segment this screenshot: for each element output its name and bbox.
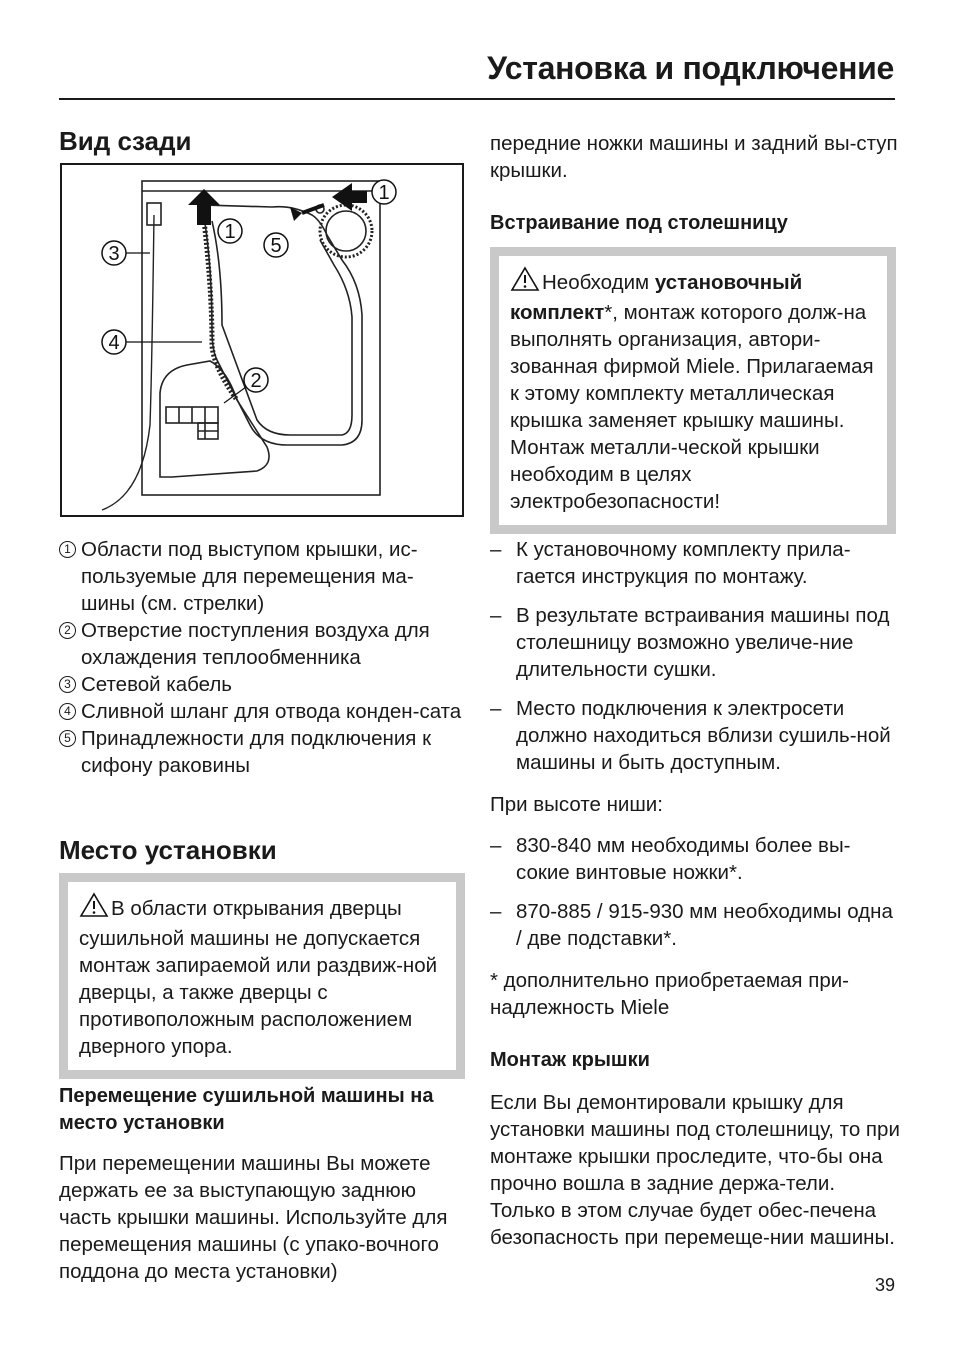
- under-counter-warning-box: [490, 247, 896, 534]
- callout-label: 2: [250, 370, 262, 392]
- legend-item-5: [59, 725, 464, 779]
- list-item: – 830-840 мм необходимы более вы-сокие винтовые ножки*.: [490, 832, 900, 886]
- arrows: [188, 183, 367, 225]
- callout-2: [244, 368, 268, 392]
- continued-text: передние ножки машины и задний вы-ступ крышки.: [490, 132, 898, 182]
- install-warning-box: [59, 873, 465, 1079]
- legend-text: Принадлежности для подключения к сифону раковины: [81, 727, 432, 777]
- legend-item-2: [59, 617, 464, 671]
- legend-number: 4: [59, 703, 76, 720]
- moving-heading: Перемещение сушильной машины на место установки: [59, 1085, 434, 1134]
- rear-view-heading: Вид сзади: [59, 126, 192, 156]
- list-item: – В результате встраивания машины под столешницу возможно увеличе-ние длительности сушки.: [490, 602, 900, 683]
- list-item-text: 830-840 мм необходимы более вы-сокие винтовые ножки*.: [516, 834, 851, 884]
- callout-1-top: [372, 180, 396, 204]
- footnote: * дополнительно приобретаемая при-надлежность Miele: [490, 969, 850, 1019]
- legend-item-1: [59, 536, 464, 617]
- install-warning-content: [68, 882, 456, 1070]
- list-item: – 870-885 / 915-930 мм необходимы одна / две подставки*.: [490, 898, 900, 952]
- up-arrow: [188, 189, 220, 225]
- warning-prefix: Необходим: [542, 271, 655, 294]
- install-place-heading: Место установки: [59, 835, 277, 865]
- niche-label: При высоте ниши:: [490, 793, 663, 816]
- callout-4: [102, 330, 126, 354]
- legend-text: Области под выступом крышки, ис-пользуемые для перемещения ма-шины (см. стрелки): [81, 538, 418, 615]
- page-title: Установка и подключение: [487, 50, 894, 86]
- rear-view-figure: [60, 163, 464, 517]
- callout-5: [264, 233, 288, 257]
- figure-legend: [59, 536, 464, 779]
- header-rule: [59, 98, 895, 100]
- list-item-text: К установочному комплекту прила-гается инструкция по монтажу.: [516, 538, 851, 588]
- list-item-text: 870-885 / 915-930 мм необходимы одна / две подставки*.: [516, 900, 893, 950]
- under-counter-warning-content: [499, 256, 887, 525]
- dash-list-2: [490, 832, 900, 964]
- callout-label: 4: [108, 332, 120, 354]
- legend-number: 1: [59, 541, 76, 558]
- list-item-text: В результате встраивания машины под столешницу возможно увеличе-ние длительности сушки.: [516, 604, 890, 681]
- list-item: – Место подключения к электросети должно находиться вблизи сушиль-ной машины и быть доступным.: [490, 695, 900, 776]
- legend-number: 5: [59, 730, 76, 747]
- moving-text: При перемещении машины Вы можете держать ее за выступающую заднюю часть крышки машины. Используйте для перемещения машины (с упако-вочного поддона до места установки): [59, 1152, 448, 1283]
- callout-3: [102, 241, 126, 265]
- page-number: 39: [874, 1275, 895, 1295]
- legend-number: 2: [59, 622, 76, 639]
- legend-item-3: [59, 671, 464, 698]
- legend-text: Сливной шланг для отвода конден-сата: [81, 700, 462, 723]
- dash-list-1: [490, 536, 900, 788]
- list-item-text: Место подключения к электросети должно находиться вблизи сушиль-ной машины и быть доступным.: [516, 697, 891, 774]
- warning-icon: [79, 892, 109, 925]
- callout-label: 1: [224, 221, 236, 243]
- cover-heading: Монтаж крышки: [490, 1049, 650, 1071]
- install-warning-text: В области открывания дверцы сушильной машины не допускается монтаж запираемой или раздвиж-ной дверцы, а также дверцы с противоположным расположением дверного упора.: [79, 897, 438, 1058]
- machine-body: [142, 181, 380, 495]
- dryer-rear-illustration: [62, 165, 462, 515]
- callout-label: 1: [378, 182, 390, 204]
- legend-number: 3: [59, 676, 76, 693]
- list-item: – К установочному комплекту прила-гается инструкция по монтажу.: [490, 536, 900, 590]
- warning-icon: [510, 266, 540, 299]
- legend-text: Отверстие поступления воздуха для охлаждения теплообменника: [81, 619, 430, 669]
- cover-text: Если Вы демонтировали крышку для установки машины под столешницу, то при монтаже крышки проследите, что-бы она прочно вошла в задние держа-тели. Только в этом случае будет обес-печена безопасность при перемеще-нии машины.: [490, 1091, 900, 1249]
- under-counter-heading: Встраивание под столешницу: [490, 212, 788, 234]
- callout-1-left: [218, 219, 242, 243]
- warning-rest: *, монтаж которого долж-на выполнять организация, автори-зованная фирмой Miele. Прилагаемая к этому комплекту металлическая крышка заменяет крышку машины. Монтаж металли-ческой крышки необходим в целях электробезопасности!: [510, 301, 874, 513]
- legend-item-4: [59, 698, 464, 725]
- callout-label: 3: [108, 243, 120, 265]
- callout-label: 5: [270, 235, 282, 257]
- legend-text: Сетевой кабель: [81, 673, 232, 696]
- warning-bold: установочный комплект: [510, 271, 803, 324]
